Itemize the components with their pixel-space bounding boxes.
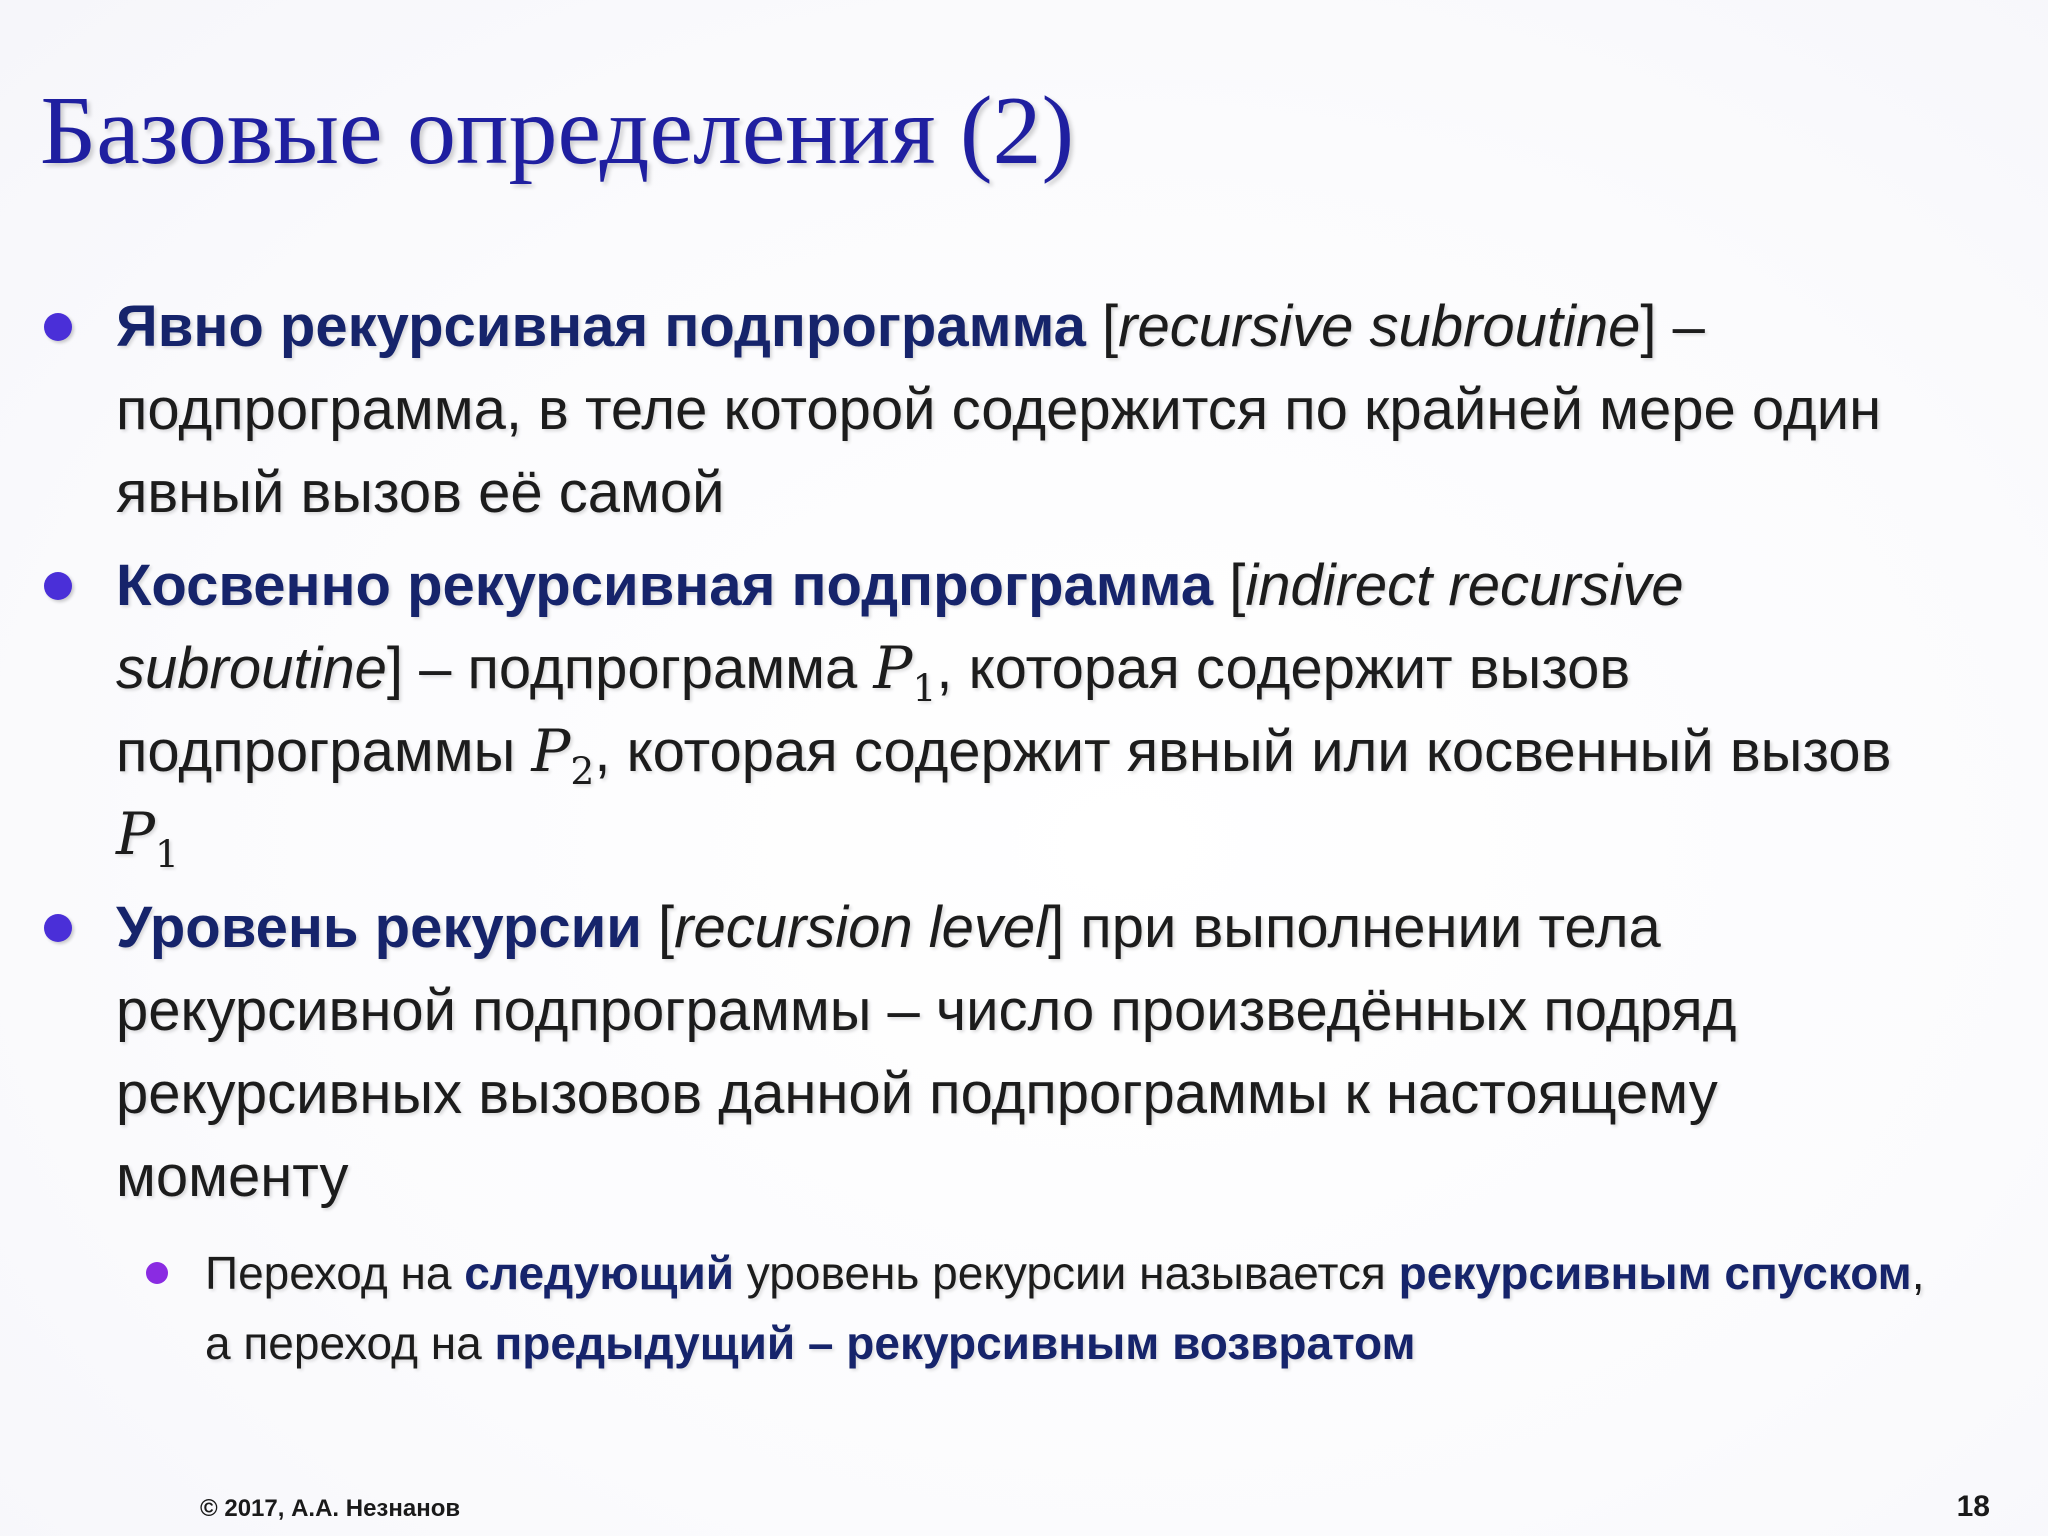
sub-text: , а переход на [205, 1247, 1925, 1369]
math-p1: $P_1$ [873, 634, 937, 711]
math-p2: $P_2$ [531, 717, 595, 794]
bullet-dot [44, 313, 72, 341]
sub-bullet-descent-return [140, 1238, 1940, 1378]
english-term: indirect recursive subroutine [116, 553, 1684, 701]
sub-bullet-dot [146, 1262, 168, 1284]
slide-title: Базовые определения (2) [40, 77, 1075, 185]
sub-term-return: рекурсивным возвратом [846, 1317, 1416, 1369]
sub-text: Переход на [205, 1247, 465, 1299]
sub-bullet-list [140, 1238, 1940, 1378]
math-p1: $P_1$ [116, 800, 180, 877]
definition-text: , которая содержит явный или косвенный вызов [594, 719, 1892, 784]
sub-term-previous: предыдущий [494, 1317, 796, 1369]
sub-term-descent: рекурсивным спуском [1398, 1247, 1912, 1299]
bullet-dot [44, 914, 72, 942]
footer-copyright: © 2017, А.А. Незнанов [200, 1495, 461, 1522]
definition-text: ] – подпрограмма, в теле которой содержится по крайней мере один явный вызов её самой [116, 294, 1882, 525]
sub-term-next: следующий [464, 1247, 735, 1299]
term-explicit-recursive-subroutine: Явно рекурсивная подпрограмма [116, 294, 1086, 359]
sub-dash: – [795, 1317, 847, 1369]
definition-text: ] – подпрограмма [386, 636, 874, 701]
bullet-recursion-level [40, 886, 1940, 1218]
bracket-open: [ [641, 895, 675, 960]
bullet-list [40, 285, 1940, 1228]
bracket-open: [ [1085, 294, 1119, 359]
definition-text: ] при выполнении тела рекурсивной подпрограммы – число произведённых подряд рекурсивных вызовов данной подпрограммы к настоящему моменту [116, 895, 1737, 1209]
bullet-explicit-recursion [40, 285, 1940, 534]
bracket-open: [ [1213, 553, 1246, 618]
bullet-indirect-recursion [40, 544, 1940, 876]
bullet-dot [44, 572, 72, 600]
english-term: recursive subroutine [1118, 294, 1641, 359]
sub-text: уровень рекурсии называется [734, 1247, 1399, 1299]
english-term: recursion level [674, 895, 1049, 960]
page-number: 18 [1956, 1490, 1990, 1523]
term-indirect-recursive-subroutine: Косвенно рекурсивная подпрограмма [116, 553, 1214, 618]
definition-text: , которая содержит вызов подпрограммы [116, 636, 1631, 784]
term-recursion-level: Уровень рекурсии [116, 895, 642, 960]
